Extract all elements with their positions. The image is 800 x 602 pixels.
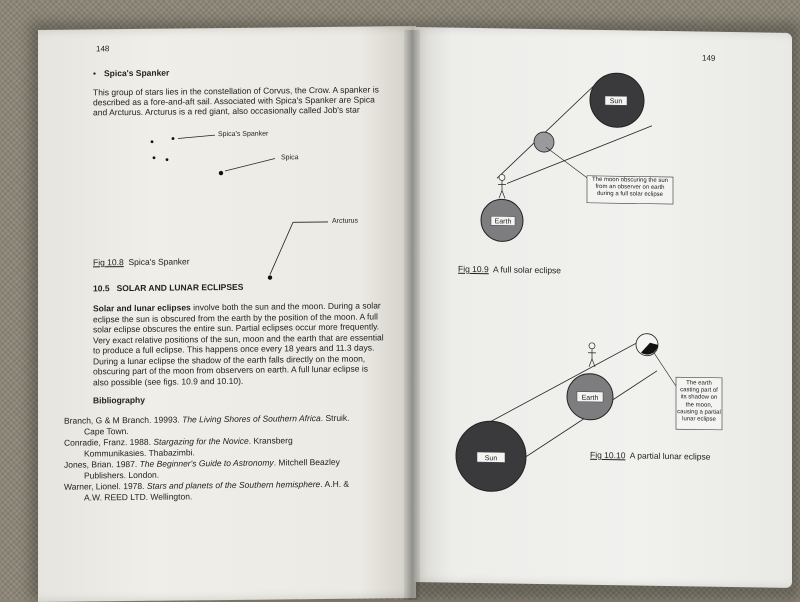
- body-line: During a lunar eclipse the shadow of the earth falls directly on the moon,: [93, 353, 365, 366]
- solar-eclipse-note: The moon obscuring the sun from an observer on earth during a full solar eclipse: [588, 177, 672, 200]
- book-gutter: [404, 30, 420, 600]
- sun-label: Sun: [610, 98, 623, 105]
- caption-text: A full solar eclipse: [493, 264, 561, 275]
- lunar-eclipse-note: The earth casting part of its shadow on the moon, causing a partial lunar eclipse: [677, 380, 721, 424]
- intro-line: This group of stars lies in the constellation of Corvus, the Crow. A spanker is: [93, 84, 379, 97]
- bib-entry-cont: Kommunikasies. Thabazimbi.: [84, 447, 195, 459]
- figure-caption-10-9: [458, 264, 561, 276]
- star-dot: [172, 137, 175, 140]
- bib-entry: Jones, Brian. 1987. The Beginner's Guide to Astronomy. Mitchell Beazley: [64, 457, 340, 470]
- caption-text: Spica's Spanker: [128, 256, 189, 267]
- bib-entry-cont: A.W. REED LTD. Wellington.: [84, 491, 192, 503]
- moon-circle: [534, 132, 554, 152]
- body-line: Very exact relative positions of the sun, moon and the earth that are essential: [93, 332, 384, 346]
- bib-entry-cont: Cape Town.: [84, 426, 129, 437]
- figure-caption-10-10: [590, 450, 711, 462]
- page-number-left: 148: [96, 44, 109, 55]
- label-arcturus: Arcturus: [332, 217, 358, 228]
- section-10-5-heading: [93, 282, 243, 294]
- sun-label-lunar: Sun: [485, 455, 498, 462]
- body-line: solar eclipse obscures the entire sun. Partial eclipses occur more frequently.: [93, 321, 379, 334]
- star-dot: [151, 140, 154, 143]
- star-arcturus: [268, 275, 272, 279]
- leader-line: [225, 158, 275, 171]
- eclipse-diagrams: [414, 27, 792, 588]
- spanker-star-chart: [38, 26, 416, 290]
- right-page: [414, 27, 792, 588]
- earth-label-lunar: Earth: [582, 395, 599, 402]
- caption-number: Fig 10.9: [458, 264, 489, 274]
- star-spica: [219, 171, 223, 175]
- figure-caption-10-8: [93, 256, 190, 268]
- fig-10-9-diagram: [481, 71, 673, 244]
- page-number-right: 149: [702, 54, 715, 65]
- leader-line: [270, 222, 293, 274]
- star-dot: [166, 158, 169, 161]
- intro-line: described as a fore-and-aft sail. Associated with Spica's Spanker are Spica: [93, 94, 375, 107]
- bib-entry-cont: Publishers. London.: [84, 470, 159, 481]
- observer-figure: [498, 174, 506, 198]
- left-page: [38, 26, 416, 602]
- bib-entry: Warner, Lionel. 1978. Stars and planets of the Southern hemisphere. A.H. &: [64, 479, 349, 492]
- intro-line: and Arcturus. Arcturus is a red giant, also occasionally called Job's star: [93, 105, 360, 118]
- body-line: obscuring part of the moon from observers on earth. A full lunar eclipse is: [93, 364, 368, 377]
- label-spanker: Spica's Spanker: [218, 130, 268, 141]
- section-title: SOLAR AND LUNAR ECLIPSES: [117, 282, 244, 293]
- section-heading-spanker: Spica's Spanker: [104, 68, 169, 79]
- observer-figure-lunar: [588, 343, 596, 367]
- star-dot: [153, 156, 156, 159]
- body-line: eclipse the sun is obscured from the earth by the position of the moon. A full: [93, 311, 378, 324]
- caption-text: A partial lunar eclipse: [630, 450, 711, 461]
- body-line: Solar and lunar eclipses involve both the sun and the moon. During a solar: [93, 300, 381, 314]
- body-line: to produce a full eclipse. This happens once every 18 years and 11.3 days.: [93, 342, 374, 355]
- section-number: 10.5: [93, 283, 110, 293]
- body-line: also possible (see figs. 10.9 and 10.10).: [93, 375, 243, 387]
- body-lead: Solar and lunar eclipses: [93, 302, 191, 313]
- caption-number: Fig 10.10: [590, 450, 625, 461]
- earth-label: Earth: [495, 218, 512, 225]
- bibliography-heading: Bibliography: [93, 395, 145, 406]
- caption-number: Fig 10.8: [93, 257, 124, 267]
- bullet: •: [93, 68, 96, 79]
- bib-entry: Conradie, Franz. 1988. Stargazing for the Novice. Kransberg: [64, 435, 293, 448]
- leader-line: [178, 135, 215, 138]
- label-spica: Spica: [281, 153, 299, 164]
- bib-entry: Branch, G & M Branch. 19993. The Living Shores of Southern Africa. Struik.: [64, 413, 350, 426]
